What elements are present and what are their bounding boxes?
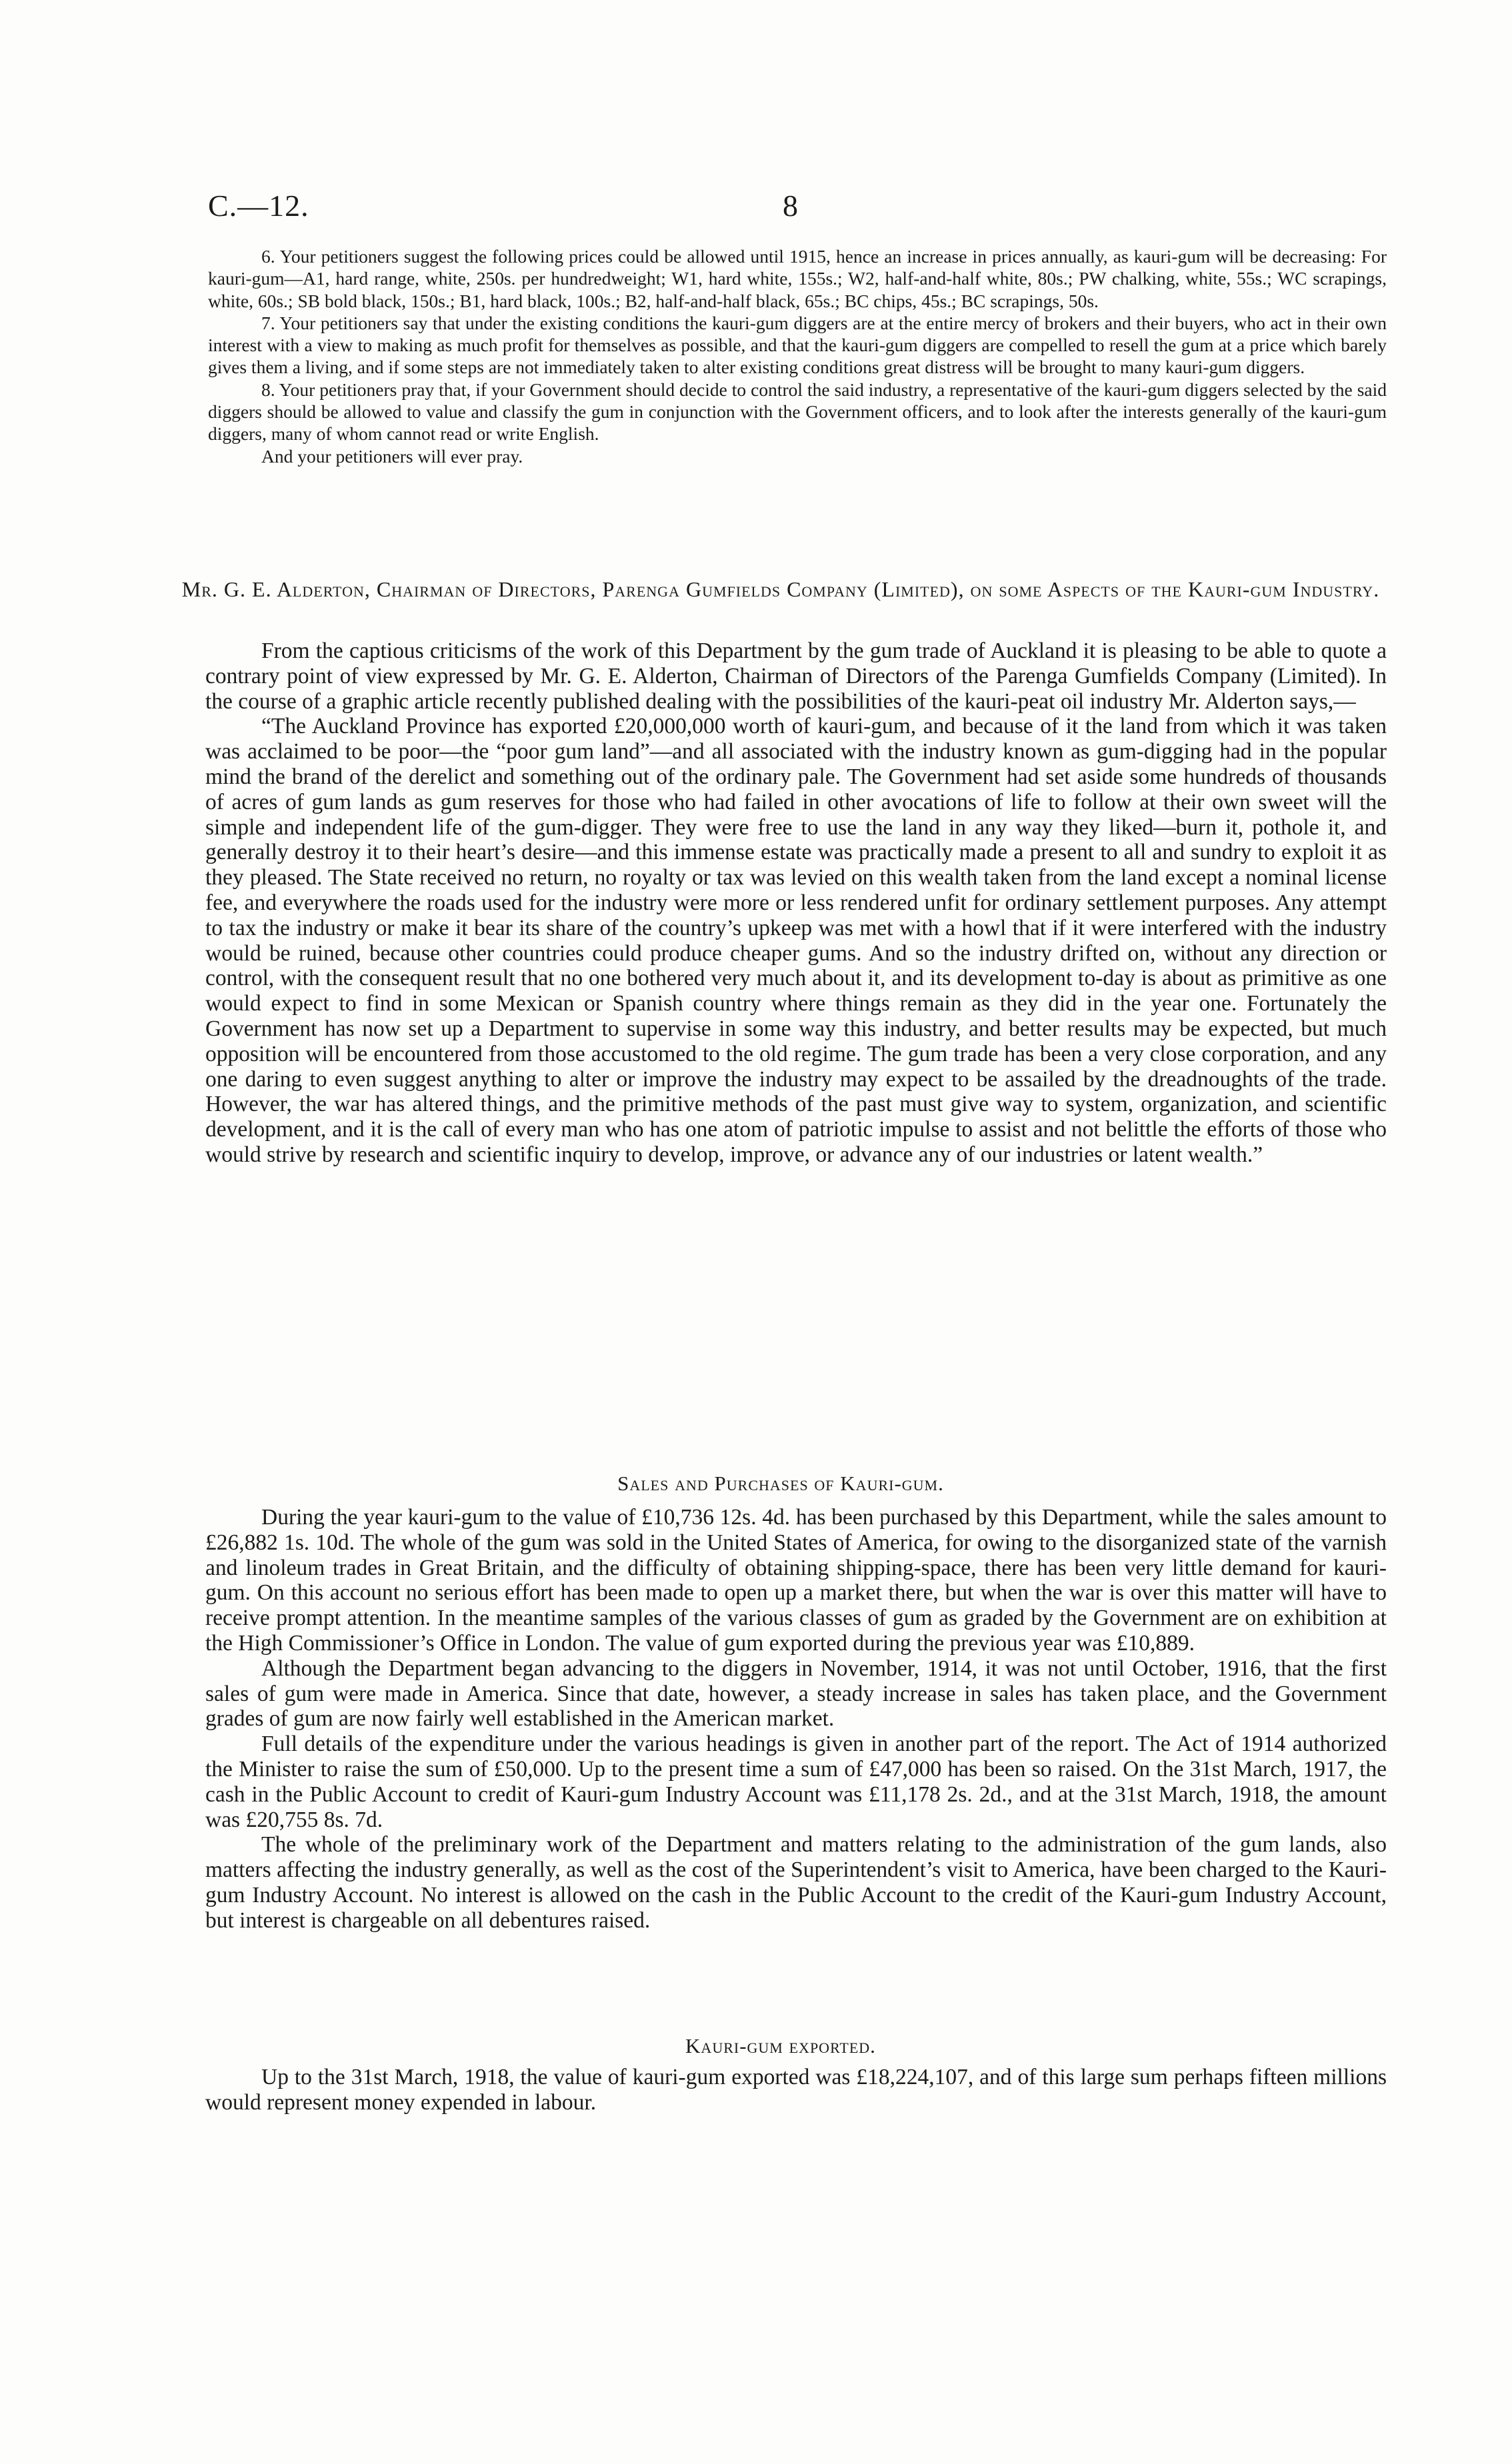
document-reference: C.—12. [208,189,309,223]
page-header [208,188,1408,228]
sales-paragraph: Although the Department began advancing to the diggers in November, 1914, it was not until October, 1916, that the first sales of gum were made in America. Since that date, however, a steady increase in sales has taken place, and the Government grades of gum are now fairly well established in the American market. [205,1656,1387,1732]
page-number: 8 [783,189,798,223]
sales-section [205,1505,1387,1933]
petition-paragraph-7: 7. Your petitioners say that under the existing conditions the kauri-gum diggers are at the entire mercy of brokers and their buyers, who act in their own interest with a view to making as much profit for themselves as possible, and that the kauri-gum diggers are compelled to resell the gum at a price which barely gives them a living, and if some steps are not immediately taken to alter existing conditions great distress will be brought to many kauri-gum diggers. [208,312,1387,378]
sales-paragraph: The whole of the preliminary work of the Department and matters relating to the administration of the gum lands, also matters affecting the industry generally, as well as the cost of the Superintendent’s visit to America, have been charged to the Kauri-gum Industry Account. No interest is allowed on the cash in the Public Account to the credit of the Kauri-gum Industry Account, but interest is chargeable on all debentures raised. [205,1832,1387,1933]
alderton-intro-paragraph: From the captious criticisms of the work of this Department by the gum trade of Auckland it is pleasing to be able to quote a contrary point of view expressed by Mr. G. E. Alderton, Chairman of Directors of the Parenga Gumfields Company (Limited). In the course of a graphic article recently published dealing with the possibilities of the kauri-peat oil industry Mr. Alderton says,— [205,638,1387,714]
petition-paragraph-8: 8. Your petitioners pray that, if your Government should decide to control the said industry, a representative of the kauri-gum diggers selected by the said diggers should be allowed to value and classify the gum in conjunction with the Government officers, and to look after the interests generally of the kauri-gum diggers, many of whom cannot read or write English. [208,379,1387,445]
alderton-quote-paragraph: “The Auckland Province has exported £20,000,000 worth of kauri-gum, and because of it the land from which it was taken was acclaimed to be poor—the “poor gum land”—and all associated with the industry known as gum-digging had in the popular mind the brand of the derelict and something out of the ordinary pale. The Government had set aside some hundreds of thousands of acres of gum lands as gum reserves for those who had failed in other avocations of life to follow at their own sweet will the simple and independent life of the gum-digger. They were free to use the land in any way they liked—burn it, pothole it, and generally destroy it to their heart’s desire—and this immense estate was practically made a present to all and sundry to exploit it as they pleased. The State received no return, no royalty or tax was levied on this wealth taken from the land except a nominal license fee, and everywhere the roads used for the industry were more or less rendered unfit for ordinary settlement purposes. Any attempt to tax the industry or make it bear its share of the country’s upkeep was met with a howl that if it were interfered with the industry would be ruined, because other countries could produce cheaper gums. And so the industry drifted on, without any direction or control, with the consequent result that no one bothered very much about it, and its development to-day is about as primitive as one would expect to find in some Mexican or Spanish country where things remain as they did in the year one. Fortunately the Government has now set up a Department to supervise in some way this industry, and better results may be expected, but much opposition will be encountered from those accustomed to the old regime. The gum trade has been a very close corporation, and any one daring to even suggest anything to alter or improve the industry may expect to be assailed by the dreadnoughts of the trade. However, the war has altered things, and the primitive methods of the past must give way to system, organization, and scientific development, and it is the call of every man who has one atom of patriotic impulse to assist and not belittle the efforts of those who would strive by research and scientific inquiry to develop, improve, or advance any of our industries or latent wealth.” [205,714,1387,1167]
exported-section [205,2065,1387,2115]
sales-heading: Sales and Purchases of Kauri-gum. [617,1472,944,1495]
alderton-section [205,638,1387,1168]
petition-paragraph-6: 6. Your petitioners suggest the following prices could be allowed until 1915, hence an increase in prices annually, as kauri-gum will be decreasing: For kauri-gum—A1, hard range, white, 250s. per hundredweight; W1, hard white, 155s.; W2, half-and-half white, 80s.; PW chalking, white, 55s.; WC scrapings, white, 60s.; SB bold black, 150s.; B1, hard black, 100s.; B2, half-and-half black, 65s.; BC chips, 45s.; BC scrapings, 50s. [208,246,1387,311]
petition-closing: And your petitioners will ever pray. [261,445,523,467]
sales-paragraph: During the year kauri-gum to the value of £10,736 12s. 4d. has been purchased by this Department, while the sales amount to £26,882 1s. 10d. The whole of the gum was sold in the United States of America, for owing to the disorganized state of the varnish and linoleum trades in Great Britain, and the difficulty of obtaining shipping-space, there has been very little demand for kauri-gum. On this account no serious effort has been made to open up a market there, but when the war is over this matter will have to receive prompt attention. In the meantime samples of the various classes of gum as graded by the Government are on exhibition at the High Commissioner’s Office in London. The value of gum exported during the previous year was £10,889. [205,1505,1387,1656]
sales-paragraph: Full details of the expenditure under the various headings is given in another part of the report. The Act of 1914 authorized the Minister to raise the sum of £50,000. Up to the present time a sum of £47,000 has been so raised. On the 31st March, 1917, the cash in the Public Account to credit of Kauri-gum Industry Account was £11,178 2s. 2d., and at the 31st March, 1918, the amount was £20,755 8s. 7d. [205,1732,1387,1832]
petition-section [208,245,1387,467]
alderton-heading: Mr. G. E. Alderton, Chairman of Directors, Parenga Gumfields Company (Limited), on some Aspects of the Kauri-gum Industry. [181,577,1380,601]
exported-heading: Kauri-gum exported. [685,2034,876,2057]
exported-paragraph: Up to the 31st March, 1918, the value of kauri-gum exported was £18,224,107, and of this large sum perhaps fifteen millions would represent money expended in labour. [205,2065,1387,2115]
